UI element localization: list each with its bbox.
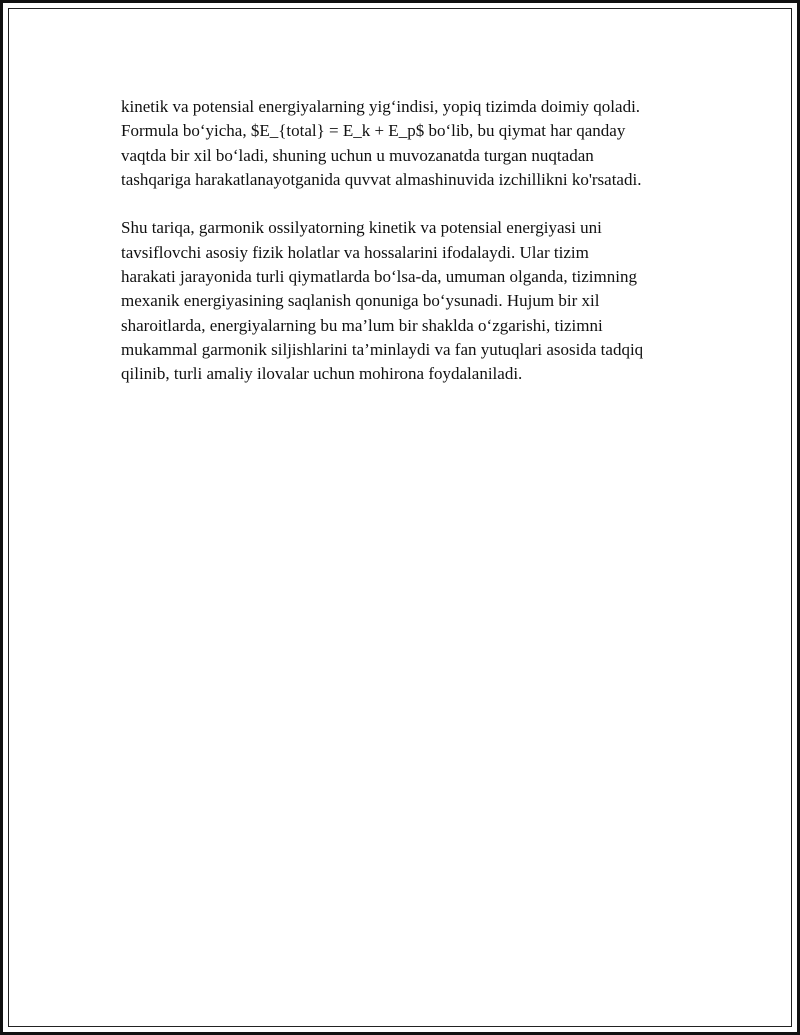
paragraph-1 (121, 95, 701, 192)
text-line: sharoitlarda, energiyalarning bu ma’lum bir shaklda o‘zgarishi, tizimni (121, 315, 603, 335)
text-line: mukammal garmonik siljishlarini ta’minlaydi va fan yutuqlari asosida tadqiq (121, 339, 644, 359)
paragraph-spacer (121, 192, 701, 216)
document-body (121, 95, 701, 387)
text-line: tavsiflovchi asosiy fizik holatlar va hossalarini ifodalaydi. Ular tizim (121, 242, 589, 262)
text-line: Shu tariqa, garmonik ossilyatorning kinetik va potensial energiyasi uni (121, 218, 602, 238)
text-line: harakati jarayonida turli qiymatlarda bo‘lsa-da, umuman olganda, tizimning (121, 267, 637, 287)
text-line: vaqtda bir xil bo‘ladi, shuning uchun u muvozanatda turgan nuqtadan (121, 145, 594, 165)
text-line: qilinib, turli amaliy ilovalar uchun mohirona foydalaniladi. (121, 364, 523, 384)
text-line: mexanik energiyasining saqlanish qonuniga bo‘ysunadi. Hujum bir xil (121, 291, 600, 311)
paragraph-2 (121, 216, 701, 386)
text-line: kinetik va potensial energiyalarning yig‘indisi, yopiq tizimda doimiy qoladi. (121, 97, 641, 116)
text-line: tashqariga harakatlanayotganida quvvat almashinuvida izchillikni ko'rsatadi. (121, 169, 642, 189)
text-line: Formula bo‘yicha, $E_{total} = E_k + E_p$ bo‘lib, bu qiymat har qanday (121, 121, 626, 141)
